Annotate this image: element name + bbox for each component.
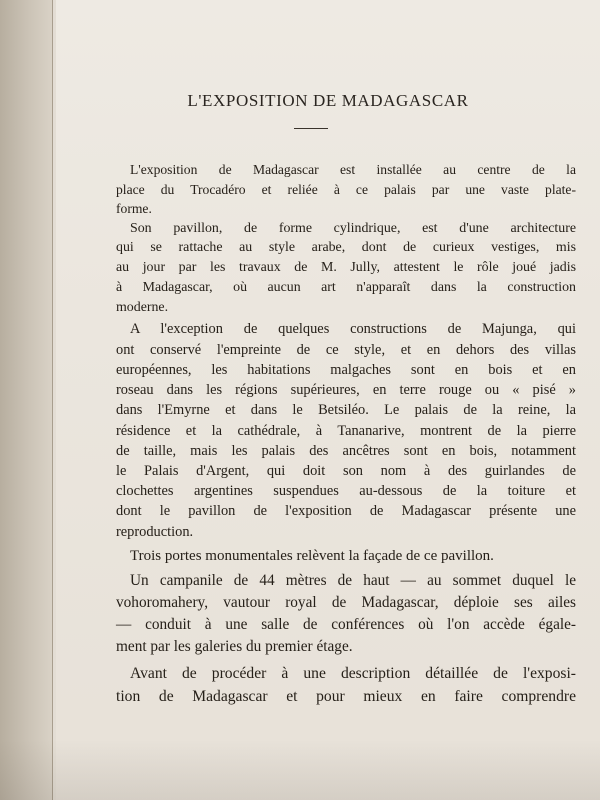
text-line: dont le pavillon de l'exposition de Madagascar présente une bbox=[116, 503, 576, 520]
text-line: Trois portes monumentales relèvent la façade de ce pavillon. bbox=[130, 547, 494, 564]
text-line: de taille, mais les palais des ancêtres sont en bois, notamment bbox=[116, 442, 576, 459]
text-line: A l'exception de quelques constructions de Majunga, qui bbox=[130, 321, 576, 338]
text-line: moderne. bbox=[116, 299, 169, 315]
body-text bbox=[116, 160, 576, 708]
text-line: roseau dans les régions supérieures, en terre rouge ou « pisé » bbox=[116, 382, 576, 399]
text-line: forme. bbox=[116, 201, 152, 216]
text-line: au jour par les travaux de M. Jully, attestent le rôle joué jadis bbox=[116, 260, 576, 276]
text-line: Son pavillon, de forme cylindrique, est d'une architecture bbox=[130, 220, 576, 236]
title-rule bbox=[294, 128, 328, 129]
book-page-edges bbox=[0, 0, 53, 800]
text-line: clochettes argentines suspendues au-dessous de la toiture et bbox=[116, 483, 576, 500]
text-line: le Palais d'Argent, qui doit son nom à des guirlandes de bbox=[116, 462, 576, 479]
text-line: ment par les galeries du premier étage. bbox=[116, 637, 353, 655]
paragraph bbox=[116, 546, 576, 567]
text-line: Avant de procéder à une description détaillée de l'exposi- bbox=[130, 664, 576, 682]
text-line: ont conservé l'empreinte de ce style, et en dehors des villas bbox=[116, 341, 576, 358]
paragraph bbox=[116, 319, 576, 541]
text-line: L'exposition de Madagascar est installée au centre de la bbox=[130, 162, 576, 177]
text-line: reproduction. bbox=[116, 523, 194, 540]
paragraph bbox=[116, 570, 576, 658]
paragraph bbox=[116, 219, 576, 318]
text-line: tion de Madagascar et pour mieux en faire comprendre bbox=[116, 687, 576, 705]
text-line: Un campanile de 44 mètres de haut — au sommet duquel le bbox=[130, 571, 576, 589]
text-line: — conduit à une salle de conférences où l'on accède égale- bbox=[116, 615, 576, 633]
paragraph bbox=[116, 662, 576, 708]
book-page bbox=[56, 0, 600, 800]
text-line: à Madagascar, où aucun art n'apparaît dans la construction bbox=[116, 279, 576, 295]
text-line: vohoromahery, vautour royal de Madagascar, déploie ses ailes bbox=[116, 593, 576, 611]
text-line: résidence et la cathédrale, à Tananarive, montrent de la pierre bbox=[116, 422, 576, 439]
text-line: place du Trocadéro et reliée à ce palais par une vaste plate- bbox=[116, 181, 576, 197]
text-line: dans l'Emyrne et dans le Betsiléo. Le palais de la reine, la bbox=[116, 402, 576, 419]
text-line: qui se rattache au style arabe, dont de curieux vestiges, mis bbox=[116, 240, 576, 256]
text-line: européennes, les habitations malgaches sont en bois et en bbox=[116, 361, 576, 378]
paragraph bbox=[116, 160, 576, 219]
page-shadow bbox=[0, 740, 600, 800]
page-title: L'EXPOSITION DE MADAGASCAR bbox=[187, 91, 469, 110]
